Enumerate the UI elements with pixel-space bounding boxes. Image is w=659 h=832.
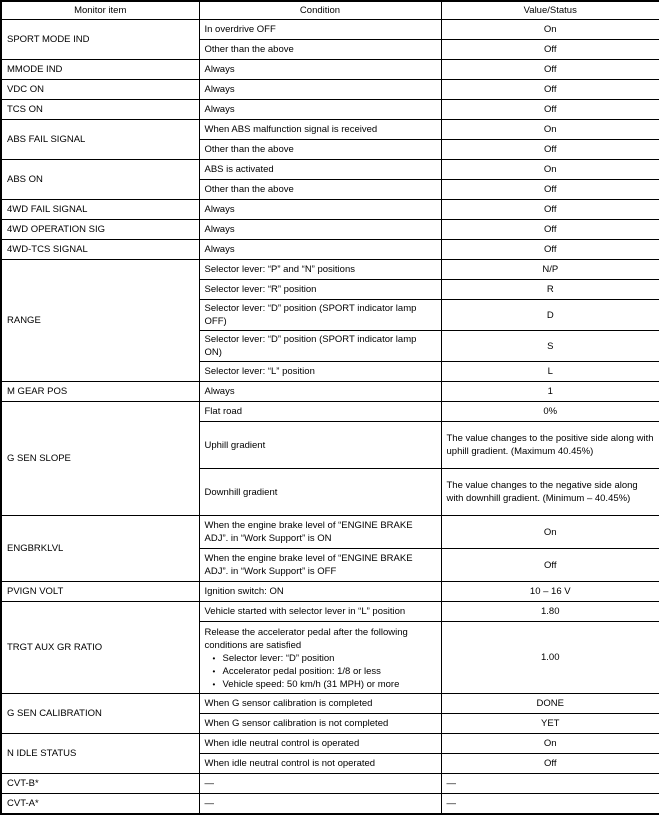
- table-row: [1, 402, 659, 422]
- value-cell: 10 – 16 V: [441, 582, 659, 602]
- footnote-marker: *: [34, 778, 39, 789]
- footnote-marker: *: [34, 797, 39, 809]
- monitor-item-cell: PVIGN VOLT: [1, 582, 199, 602]
- condition-cell: Always: [199, 220, 441, 240]
- monitor-item-cell: RANGE: [1, 260, 199, 382]
- value-cell: Off: [441, 100, 659, 120]
- condition-cell: When G sensor calibration is completed: [199, 694, 441, 714]
- monitor-item-cell: 4WD-TCS SIGNAL: [1, 240, 199, 260]
- table-row: [1, 516, 659, 549]
- table-row: [1, 60, 659, 80]
- monitor-item-cell: MMODE IND: [1, 60, 199, 80]
- monitor-item-cell: [1, 774, 199, 794]
- table-row: [1, 794, 659, 814]
- monitor-item-cell: G SEN SLOPE: [1, 402, 199, 516]
- monitor-item-cell: 4WD FAIL SIGNAL: [1, 200, 199, 220]
- value-cell: 1.80: [441, 602, 659, 622]
- monitor-item-cell: SPORT MODE IND: [1, 20, 199, 60]
- table-row: [1, 582, 659, 602]
- condition-cell: —: [199, 774, 441, 794]
- condition-cell: Always: [199, 200, 441, 220]
- condition-cell: Selector lever: “D” position (SPORT indicator lamp ON): [199, 331, 441, 362]
- value-cell: Off: [441, 754, 659, 774]
- value-cell: Off: [441, 180, 659, 200]
- column-header-value-status: Value/Status: [441, 1, 659, 20]
- condition-cell: Selector lever: “L” position: [199, 362, 441, 382]
- value-cell: N/P: [441, 260, 659, 280]
- value-cell: 0%: [441, 402, 659, 422]
- monitor-item-cell: [1, 794, 199, 814]
- monitor-item-cell: VDC ON: [1, 80, 199, 100]
- value-cell: 1: [441, 382, 659, 402]
- condition-cell: Vehicle started with selector lever in “L” position: [199, 602, 441, 622]
- condition-cell: Always: [199, 382, 441, 402]
- table-row: [1, 200, 659, 220]
- value-cell: Off: [441, 40, 659, 60]
- monitor-item-cell: 4WD OPERATION SIG: [1, 220, 199, 240]
- monitor-item-label: CVT-B: [7, 778, 35, 789]
- value-cell: On: [441, 120, 659, 140]
- monitor-item-cell: G SEN CALIBRATION: [1, 694, 199, 734]
- table-row: [1, 120, 659, 140]
- condition-bullet-list: [205, 652, 436, 691]
- table-row: [1, 602, 659, 622]
- condition-cell: When the engine brake level of “ENGINE BRAKE ADJ”. in “Work Support” is OFF: [199, 549, 441, 582]
- condition-cell: When idle neutral control is not operated: [199, 754, 441, 774]
- condition-cell: Uphill gradient: [199, 422, 441, 469]
- value-cell: Off: [441, 549, 659, 582]
- condition-cell: Selector lever: “R” position: [199, 280, 441, 300]
- value-cell: Off: [441, 80, 659, 100]
- condition-cell: Flat road: [199, 402, 441, 422]
- condition-cell: Other than the above: [199, 180, 441, 200]
- condition-cell: Always: [199, 80, 441, 100]
- value-cell: Off: [441, 140, 659, 160]
- condition-cell: When idle neutral control is operated: [199, 734, 441, 754]
- value-cell: On: [441, 734, 659, 754]
- table-row: [1, 774, 659, 794]
- monitor-item-label: CVT-A: [7, 797, 35, 809]
- condition-cell: Other than the above: [199, 140, 441, 160]
- condition-cell: When G sensor calibration is not completed: [199, 714, 441, 734]
- table-row: [1, 20, 659, 40]
- condition-cell: Selector lever: “P” and “N” positions: [199, 260, 441, 280]
- condition-cell: In overdrive OFF: [199, 20, 441, 40]
- condition-cell: Selector lever: “D” position (SPORT indicator lamp OFF): [199, 300, 441, 331]
- condition-cell-bulleted: [199, 622, 441, 694]
- table-row: [1, 694, 659, 714]
- monitor-item-cell: TRGT AUX GR RATIO: [1, 602, 199, 694]
- value-cell: Off: [441, 220, 659, 240]
- condition-cell: Always: [199, 60, 441, 80]
- value-cell: The value changes to the positive side along with uphill gradient. (Maximum 40.45%): [441, 422, 659, 469]
- table-row: [1, 240, 659, 260]
- value-cell: The value changes to the negative side along with downhill gradient. (Minimum – 40.45%): [441, 469, 659, 516]
- table-row: [1, 220, 659, 240]
- value-cell: D: [441, 300, 659, 331]
- condition-cell: Other than the above: [199, 40, 441, 60]
- condition-cell: —: [199, 794, 441, 814]
- condition-cell: When ABS malfunction signal is received: [199, 120, 441, 140]
- table-row: [1, 160, 659, 180]
- table-row: [1, 734, 659, 754]
- monitor-item-cell: ABS FAIL SIGNAL: [1, 120, 199, 160]
- condition-cell: Downhill gradient: [199, 469, 441, 516]
- value-cell: —: [441, 794, 659, 814]
- table-row: [1, 80, 659, 100]
- value-cell: Off: [441, 200, 659, 220]
- table-row: [1, 100, 659, 120]
- value-cell: —: [441, 774, 659, 794]
- value-cell: On: [441, 20, 659, 40]
- value-cell: Off: [441, 240, 659, 260]
- value-cell: YET: [441, 714, 659, 734]
- condition-lead-text: Release the accelerator pedal after the following conditions are satisfied: [204, 627, 408, 651]
- list-item: • Accelerator pedal position: 1/8 or less: [213, 665, 436, 678]
- value-cell: L: [441, 362, 659, 382]
- column-header-monitor-item: Monitor item: [1, 1, 199, 20]
- monitor-item-cell: TCS ON: [1, 100, 199, 120]
- monitor-item-cell: ENGBRKLVL: [1, 516, 199, 582]
- condition-cell: Always: [199, 240, 441, 260]
- value-cell: On: [441, 160, 659, 180]
- table-row: [1, 382, 659, 402]
- list-item: • Selector lever: “D” position: [213, 652, 436, 665]
- monitor-item-cell: N IDLE STATUS: [1, 734, 199, 774]
- monitor-item-cell: ABS ON: [1, 160, 199, 200]
- table-header-row: [1, 1, 659, 20]
- value-cell: R: [441, 280, 659, 300]
- value-cell: DONE: [441, 694, 659, 714]
- monitor-item-cell: M GEAR POS: [1, 382, 199, 402]
- value-cell: 1.00: [441, 622, 659, 694]
- value-cell: Off: [441, 60, 659, 80]
- condition-cell: When the engine brake level of “ENGINE BRAKE ADJ”. in “Work Support” is ON: [199, 516, 441, 549]
- condition-cell: ABS is activated: [199, 160, 441, 180]
- value-cell: S: [441, 331, 659, 362]
- condition-cell: Ignition switch: ON: [199, 582, 441, 602]
- column-header-condition: Condition: [199, 1, 441, 20]
- value-cell: On: [441, 516, 659, 549]
- condition-cell: Always: [199, 100, 441, 120]
- table-row: [1, 260, 659, 280]
- list-item: • Vehicle speed: 50 km/h (31 MPH) or more: [213, 678, 436, 691]
